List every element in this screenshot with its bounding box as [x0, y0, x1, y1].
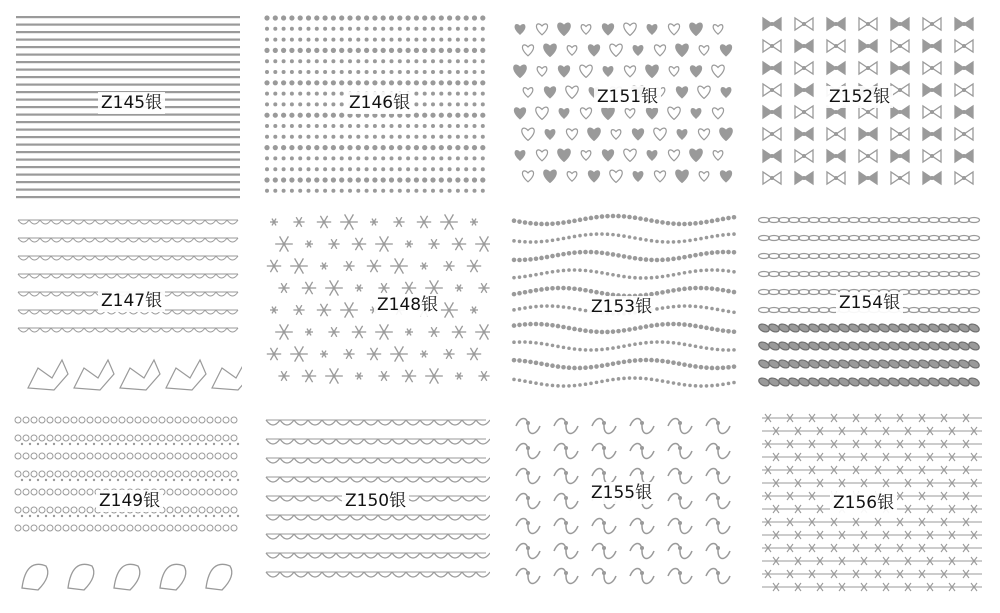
sheet-scallop-lace	[262, 410, 490, 600]
sheet-label: Z146银	[346, 92, 413, 114]
sheet-label: Z148银	[374, 294, 441, 316]
sheet-label: Z150银	[342, 490, 409, 512]
sheet-label: Z153银	[588, 296, 655, 318]
sheet-label: Z151银	[594, 86, 661, 108]
sheet-wavy-dot-lines	[510, 210, 738, 400]
sheet-bows	[758, 12, 986, 202]
sheet-label: Z154银	[836, 292, 903, 314]
sheet-hearts	[510, 12, 738, 202]
sheet-lace-trims	[14, 410, 242, 600]
flourishes-pattern	[510, 410, 738, 600]
sheet-snowflakes	[262, 210, 490, 400]
sheet-label: Z155银	[588, 482, 655, 504]
sheet-label: Z145银	[98, 92, 165, 114]
sheet-flourishes	[510, 410, 738, 600]
sheet-dot-rows	[262, 12, 490, 202]
sheet-stripes	[14, 12, 242, 202]
sheet-label: Z156银	[830, 492, 897, 514]
sheet-label: Z152银	[826, 86, 893, 108]
sheet-lace-borders	[14, 210, 242, 400]
sheet-chains	[758, 210, 986, 400]
sheet-barbed-wire	[758, 410, 986, 600]
sheet-label: Z147银	[98, 290, 165, 312]
sheet-label: Z149银	[96, 490, 163, 512]
